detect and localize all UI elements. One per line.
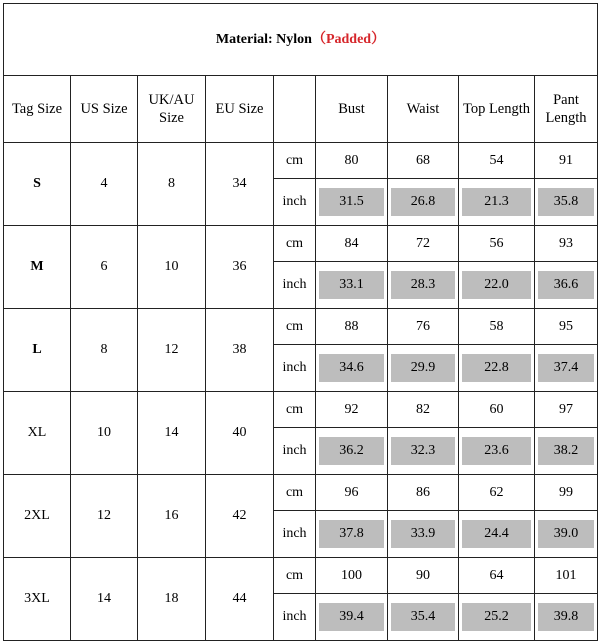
top-length-cm-value: 56 (459, 226, 535, 262)
bust-cm-value: 96 (316, 475, 388, 511)
waist-inch-value: 28.3 (391, 271, 455, 299)
waist-cm-value: 68 (388, 143, 459, 179)
pant-length-inch-value: 38.2 (538, 437, 594, 465)
top-length-inch-cell (459, 179, 535, 226)
bust-inch-cell (316, 428, 388, 475)
eu-size-cell: 38 (206, 309, 274, 392)
unit-cm-label: cm (274, 392, 316, 428)
header-us-size: US Size (71, 76, 138, 143)
pant-length-cm-value: 99 (535, 475, 598, 511)
waist-cm-value: 82 (388, 392, 459, 428)
bust-inch-cell (316, 345, 388, 392)
top-length-inch-cell (459, 262, 535, 309)
header-eu-size: EU Size (206, 76, 274, 143)
unit-cm-label: cm (274, 226, 316, 262)
pant-length-cm-value: 95 (535, 309, 598, 345)
eu-size-cell: 44 (206, 558, 274, 641)
header-waist: Waist (388, 76, 459, 143)
top-length-inch-cell (459, 594, 535, 641)
waist-inch-cell (388, 511, 459, 558)
waist-cm-value: 90 (388, 558, 459, 594)
waist-inch-cell (388, 345, 459, 392)
pant-length-inch-value: 36.6 (538, 271, 594, 299)
size-row-cm (4, 226, 598, 262)
eu-size-cell: 36 (206, 226, 274, 309)
column-header-row (4, 76, 598, 143)
size-tag-cell: M (4, 226, 71, 309)
pant-length-inch-cell (535, 345, 598, 392)
material-title-text: Material: Nylon (215, 31, 312, 47)
pant-length-cm-value: 101 (535, 558, 598, 594)
waist-inch-value: 35.4 (391, 603, 455, 631)
size-tag-cell: 3XL (4, 558, 71, 641)
pant-length-inch-cell (535, 594, 598, 641)
size-tag-cell: XL (4, 392, 71, 475)
top-length-cm-value: 60 (459, 392, 535, 428)
bust-cm-value: 84 (316, 226, 388, 262)
bust-inch-value: 39.4 (319, 603, 384, 631)
header-unit (274, 76, 316, 143)
unit-cm-label: cm (274, 475, 316, 511)
unit-inch-label: inch (274, 345, 316, 392)
eu-size-cell: 42 (206, 475, 274, 558)
header-uk-au-size: UK/AU Size (138, 76, 206, 143)
top-length-cm-value: 54 (459, 143, 535, 179)
top-length-inch-cell (459, 428, 535, 475)
pant-length-cm-value: 91 (535, 143, 598, 179)
uk-au-size-cell: 16 (138, 475, 206, 558)
size-row-cm (4, 392, 598, 428)
bust-inch-cell (316, 179, 388, 226)
top-length-inch-value: 22.0 (462, 271, 531, 299)
top-length-cm-value: 64 (459, 558, 535, 594)
bust-inch-value: 33.1 (319, 271, 384, 299)
bust-inch-cell (316, 511, 388, 558)
size-row-cm (4, 475, 598, 511)
padded-label: （Padded） (311, 31, 386, 47)
waist-cm-value: 72 (388, 226, 459, 262)
waist-inch-value: 33.9 (391, 520, 455, 548)
bust-inch-cell (316, 262, 388, 309)
waist-cm-value: 76 (388, 309, 459, 345)
bust-inch-value: 36.2 (319, 437, 384, 465)
unit-cm-label: cm (274, 143, 316, 179)
header-pant-length: Pant Length (535, 76, 598, 143)
uk-au-size-cell: 10 (138, 226, 206, 309)
top-length-inch-value: 25.2 (462, 603, 531, 631)
pant-length-cm-value: 97 (535, 392, 598, 428)
pant-length-inch-cell (535, 511, 598, 558)
top-length-cm-value: 58 (459, 309, 535, 345)
pant-length-inch-cell (535, 428, 598, 475)
bust-cm-value: 92 (316, 392, 388, 428)
size-row-cm (4, 558, 598, 594)
unit-cm-label: cm (274, 309, 316, 345)
bust-cm-value: 80 (316, 143, 388, 179)
waist-inch-value: 26.8 (391, 188, 455, 216)
bust-inch-value: 34.6 (319, 354, 384, 382)
us-size-cell: 4 (71, 143, 138, 226)
top-length-inch-cell (459, 345, 535, 392)
bust-cm-value: 100 (316, 558, 388, 594)
pant-length-inch-cell (535, 262, 598, 309)
pant-length-inch-cell (535, 179, 598, 226)
top-length-inch-value: 21.3 (462, 188, 531, 216)
unit-inch-label: inch (274, 179, 316, 226)
size-tag-cell: 2XL (4, 475, 71, 558)
top-length-inch-value: 23.6 (462, 437, 531, 465)
us-size-cell: 6 (71, 226, 138, 309)
size-tag-cell: L (4, 309, 71, 392)
top-length-inch-value: 22.8 (462, 354, 531, 382)
unit-cm-label: cm (274, 558, 316, 594)
size-tag-cell: S (4, 143, 71, 226)
uk-au-size-cell: 12 (138, 309, 206, 392)
unit-inch-label: inch (274, 428, 316, 475)
top-length-cm-value: 62 (459, 475, 535, 511)
bust-inch-value: 31.5 (319, 188, 384, 216)
size-chart-table (3, 3, 598, 641)
bust-inch-value: 37.8 (319, 520, 384, 548)
us-size-cell: 12 (71, 475, 138, 558)
us-size-cell: 14 (71, 558, 138, 641)
unit-inch-label: inch (274, 594, 316, 641)
bust-inch-cell (316, 594, 388, 641)
waist-inch-value: 29.9 (391, 354, 455, 382)
waist-inch-value: 32.3 (391, 437, 455, 465)
waist-inch-cell (388, 262, 459, 309)
size-row-cm (4, 143, 598, 179)
waist-inch-cell (388, 179, 459, 226)
top-length-inch-value: 24.4 (462, 520, 531, 548)
eu-size-cell: 40 (206, 392, 274, 475)
header-top-length: Top Length (459, 76, 535, 143)
uk-au-size-cell: 14 (138, 392, 206, 475)
size-row-cm (4, 309, 598, 345)
us-size-cell: 10 (71, 392, 138, 475)
us-size-cell: 8 (71, 309, 138, 392)
unit-inch-label: inch (274, 511, 316, 558)
waist-cm-value: 86 (388, 475, 459, 511)
eu-size-cell: 34 (206, 143, 274, 226)
waist-inch-cell (388, 594, 459, 641)
bust-cm-value: 88 (316, 309, 388, 345)
material-title (4, 4, 598, 76)
pant-length-inch-value: 39.8 (538, 603, 594, 631)
pant-length-inch-value: 37.4 (538, 354, 594, 382)
unit-inch-label: inch (274, 262, 316, 309)
uk-au-size-cell: 8 (138, 143, 206, 226)
waist-inch-cell (388, 428, 459, 475)
pant-length-inch-value: 35.8 (538, 188, 594, 216)
pant-length-cm-value: 93 (535, 226, 598, 262)
header-tag-size: Tag Size (4, 76, 71, 143)
top-length-inch-cell (459, 511, 535, 558)
header-bust: Bust (316, 76, 388, 143)
uk-au-size-cell: 18 (138, 558, 206, 641)
pant-length-inch-value: 39.0 (538, 520, 594, 548)
